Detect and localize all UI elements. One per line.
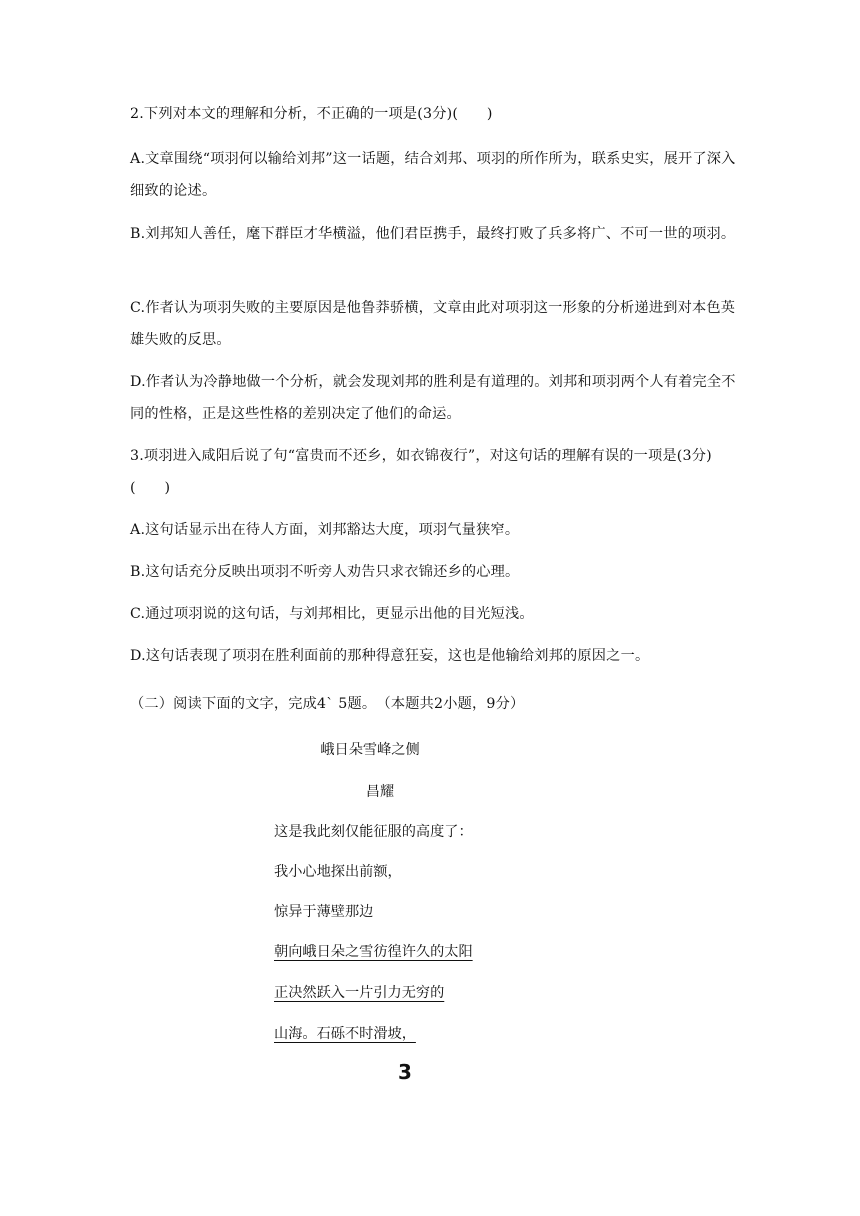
question-2-stem: 2.下列对本文的理解和分析，不正确的一项是(3分)( )	[130, 106, 493, 122]
question-3-option-c: C.通过项羽说的这句话，与刘邦相比，更显示出他的目光短浅。	[130, 606, 534, 622]
poem-line: 这是我此刻仅能征服的高度了：	[274, 824, 473, 840]
question-3-option-d: D.这句话表现了项羽在胜利面前的那种得意狂妄，这也是他输给刘邦的原因之一。	[130, 648, 650, 664]
poem-title: 峨日朵雪峰之侧	[320, 742, 420, 758]
question-2-option-b: B.刘邦知人善任，麾下群臣才华横溢，他们君臣携手，最终打败了兵多将广、不可一世的项羽。	[130, 226, 736, 242]
question-2-option-d: D.作者认为冷静地做一个分析，就会发现刘邦的胜利是有道理的。刘邦和项羽两个人有着完全不同的性格，正是这些性格的差别决定了他们的命运。	[130, 374, 736, 422]
poem-line-underlined: 正决然跃入一片引力无穷的	[274, 985, 445, 1001]
question-2-option-a: A.文章围绕“项羽何以输给刘邦”这一话题，结合刘邦、项羽的所作所为，联系史实，展开了深入细致的论述。	[130, 151, 736, 199]
page-number: 3	[398, 1060, 412, 1084]
question-3-option-a: A.这句话显示出在待人方面，刘邦豁达大度，项羽气量狭窄。	[130, 522, 520, 538]
question-3-option-b: B.这句话充分反映出项羽不听旁人劝告只求衣锦还乡的心理。	[130, 564, 520, 580]
poem-author: 昌耀	[365, 784, 395, 800]
question-3-stem: 3.项羽进入咸阳后说了句“富贵而不还乡，如衣锦夜行”，对这句话的理解有误的一项是(3分)( )	[130, 448, 712, 496]
poem-line: 我小心地探出前额，	[274, 864, 402, 880]
poem-line-underlined: 山海。石砾不时滑坡，	[274, 1026, 416, 1042]
section-2-heading: （二）阅读下面的文字，完成4` 5题。 （本题共2小题，9分）	[130, 696, 525, 712]
poem-line-underlined: 朝向峨日朵之雪彷徨许久的太阳	[274, 944, 473, 960]
question-2-option-c: C.作者认为项羽失败的主要原因是他鲁莽骄横，文章由此对项羽这一形象的分析递进到对本色英雄失败的反思。	[130, 300, 736, 348]
poem-line: 惊异于薄壁那边	[274, 904, 374, 920]
